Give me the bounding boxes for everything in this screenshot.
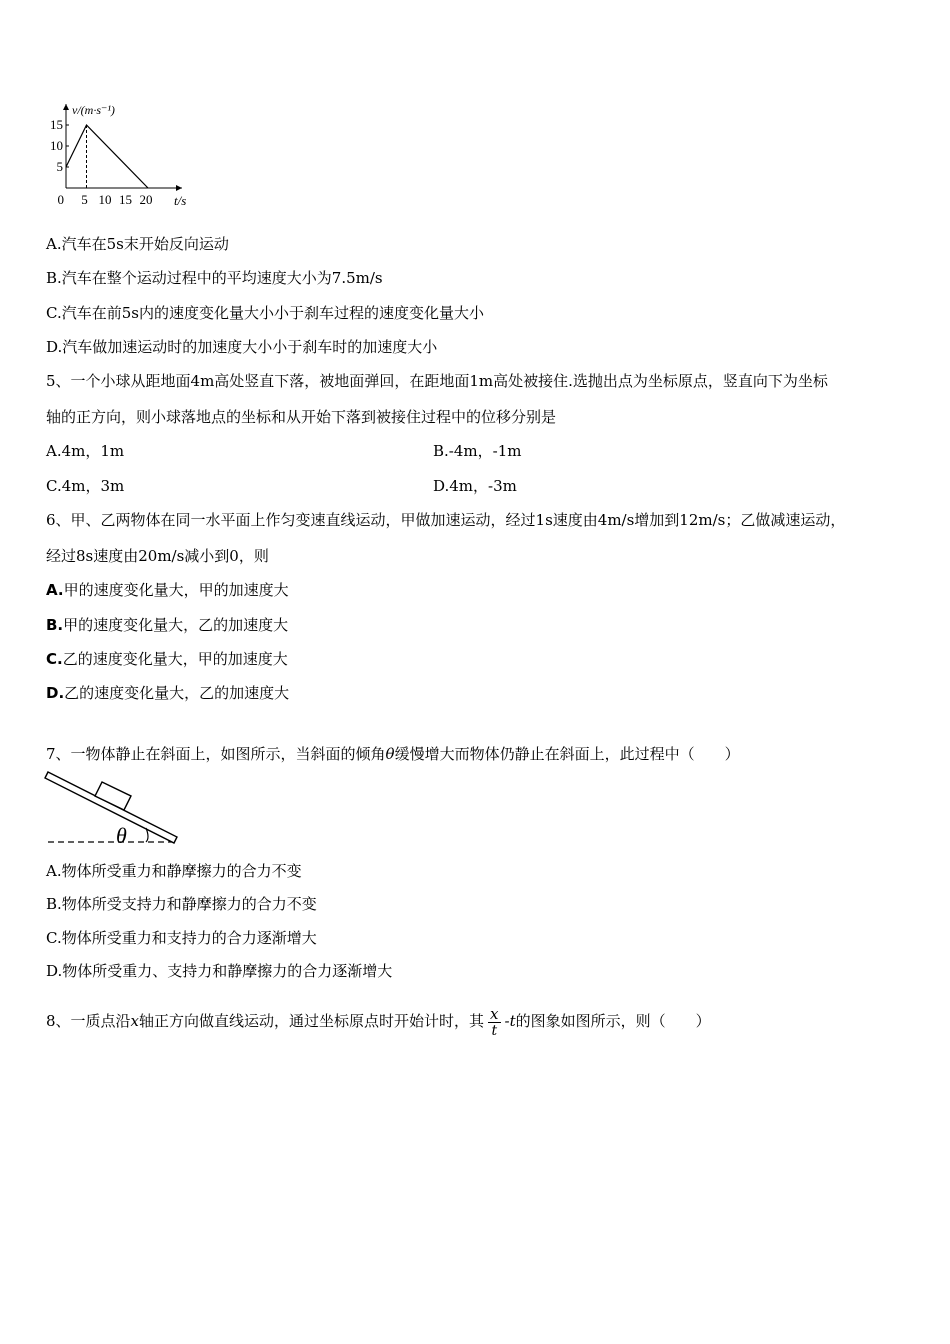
q4-option-c: C.汽车在前5s内的速度变化量大小小于刹车过程的速度变化量大小 xyxy=(46,304,484,322)
option-label: D. xyxy=(46,684,65,702)
q8-part4: 的图象如图所示，则（ ） xyxy=(515,1012,711,1030)
q7-option-d: D.物体所受重力、支持力和静摩擦力的合力逐渐增大 xyxy=(46,962,393,980)
velocity-time-graph xyxy=(40,98,200,216)
q6-stem-line2: 经过8s速度由20m/s减小到0，则 xyxy=(46,547,269,565)
x-over-t-fraction xyxy=(488,1006,500,1039)
q8-var-x: x xyxy=(130,1012,140,1030)
q4-option-a: A.汽车在5s末开始反向运动 xyxy=(46,235,229,253)
q5-option-a: A.4m，1m xyxy=(46,442,125,460)
y-axis-label: v/(m·s⁻¹) xyxy=(72,103,115,117)
option-label: A. xyxy=(46,581,64,599)
q5-stem-line1: 5、一个小球从距地面4m高处竖直下落，被地面弹回，在距地面1m高处被接住.选抛出点为坐标原点，竖直向下为坐标 xyxy=(46,372,828,390)
q4-option-b: B.汽车在整个运动过程中的平均速度大小为7.5m/s xyxy=(46,269,383,287)
q5-option-b: B.-4m，-1m xyxy=(433,442,522,460)
q7-stem-after: 缓慢增大而物体仍静止在斜面上，此过程中（ ） xyxy=(394,745,740,763)
option-text: 甲的速度变化量大，乙的加速度大 xyxy=(63,616,289,634)
q7-option-c: C.物体所受重力和支持力的合力逐渐增大 xyxy=(46,929,317,947)
q7-theta: θ xyxy=(385,745,395,763)
q8-minus-t: -t xyxy=(504,1012,516,1030)
q7-option-b: B.物体所受支持力和静摩擦力的合力不变 xyxy=(46,895,317,913)
fraction-denominator: t xyxy=(491,1022,498,1039)
y-tick-label: 5 xyxy=(56,159,63,174)
y-tick-label: 15 xyxy=(50,117,63,132)
option-label: C. xyxy=(46,650,63,668)
x-tick-label: 0 xyxy=(57,192,64,207)
q7-stem xyxy=(46,744,740,764)
q6-option-a xyxy=(46,580,289,600)
x-tick-label: 15 xyxy=(119,192,132,207)
fraction-numerator: x xyxy=(490,1004,499,1023)
q6-option-c xyxy=(46,649,288,669)
option-text: 乙的速度变化量大，甲的加速度大 xyxy=(62,650,288,668)
q8-stem xyxy=(46,1002,711,1040)
q5-option-d: D.4m，-3m xyxy=(433,477,517,495)
x-tick-label: 20 xyxy=(139,192,153,207)
q8-part2: 轴正方向做直线运动，通过坐标原点时开始计时，其 xyxy=(139,1012,485,1030)
angle-label: θ xyxy=(116,823,127,848)
x-tick-label: 10 xyxy=(98,192,112,207)
q4-option-d: D.汽车做加速运动时的加速度大小小于刹车时的加速度大小 xyxy=(46,338,438,356)
q5-option-c: C.4m，3m xyxy=(46,477,125,495)
velocity-line xyxy=(66,125,148,188)
q6-option-b xyxy=(46,615,288,635)
option-text: 乙的速度变化量大，乙的加速度大 xyxy=(64,684,290,702)
x-tick-label: 5 xyxy=(81,192,88,207)
q6-stem-line1: 6、甲、乙两物体在同一水平面上作匀变速直线运动，甲做加速运动，经过1s速度由4m/s增加到12m/s；乙做减速运动， xyxy=(46,511,846,529)
option-label: B. xyxy=(46,616,64,634)
x-axis-label: t/s xyxy=(174,193,187,208)
y-tick-label: 10 xyxy=(50,138,63,153)
incline-figure xyxy=(42,768,182,848)
incline-plane xyxy=(45,772,177,843)
q8-part1: 8、一质点沿 xyxy=(46,1012,131,1030)
q7-stem-before: 7、一物体静止在斜面上，如图所示，当斜面的倾角 xyxy=(46,745,386,763)
q7-option-a: A.物体所受重力和静摩擦力的合力不变 xyxy=(46,862,302,880)
q5-stem-line2: 轴的正方向，则小球落地点的坐标和从开始下落到被接住过程中的位移分别是 xyxy=(46,408,557,426)
option-text: 甲的速度变化量大，甲的加速度大 xyxy=(63,581,289,599)
q6-option-d xyxy=(46,683,289,703)
